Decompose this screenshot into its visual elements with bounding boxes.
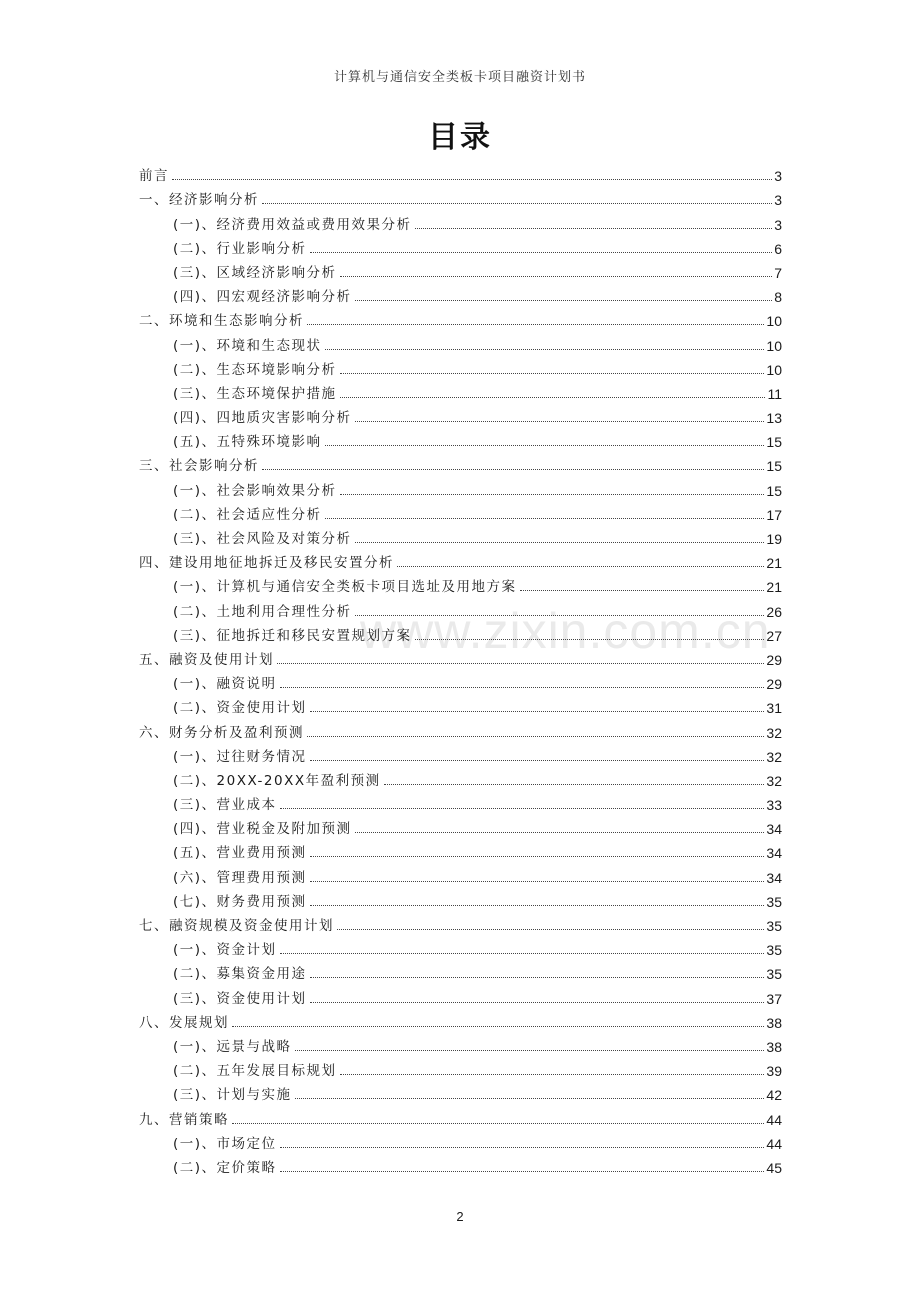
dot-leader bbox=[340, 373, 765, 374]
dot-leader bbox=[295, 1098, 765, 1099]
toc-entry-page: 7 bbox=[774, 264, 782, 281]
toc-entry-label: (二)、生态环境影响分析 bbox=[173, 361, 337, 378]
toc-entry-page: 38 bbox=[766, 1014, 782, 1031]
dot-leader bbox=[415, 639, 765, 640]
toc-entry[interactable] bbox=[139, 282, 782, 306]
toc-entry-page: 21 bbox=[766, 579, 782, 596]
toc-entry-label: (二)、募集资金用途 bbox=[173, 966, 307, 983]
toc-entry[interactable] bbox=[139, 1032, 782, 1056]
toc-entry[interactable] bbox=[139, 330, 782, 354]
toc-entry[interactable] bbox=[139, 427, 782, 451]
toc-entry[interactable] bbox=[139, 1008, 782, 1032]
dot-leader bbox=[262, 203, 772, 204]
toc-entry-label: 八、发展规划 bbox=[139, 1014, 229, 1031]
dot-leader bbox=[172, 179, 772, 180]
toc-entry-page: 32 bbox=[766, 772, 782, 789]
toc-entry-page: 31 bbox=[766, 700, 782, 717]
toc-entry[interactable] bbox=[139, 717, 782, 741]
toc-entry-label: (三)、营业成本 bbox=[173, 797, 277, 814]
toc-entry-page: 13 bbox=[766, 410, 782, 427]
toc-entry[interactable] bbox=[139, 766, 782, 790]
toc-entry-label: 九、营销策略 bbox=[139, 1111, 229, 1128]
toc-entry-label: (二)、20XX-20XX年盈利预测 bbox=[173, 772, 381, 789]
dot-leader bbox=[280, 953, 765, 954]
dot-leader bbox=[310, 856, 765, 857]
toc-entry[interactable] bbox=[139, 475, 782, 499]
toc-entry[interactable] bbox=[139, 790, 782, 814]
dot-leader bbox=[340, 1074, 765, 1075]
toc-entry-label: (四)、四地质灾害影响分析 bbox=[173, 410, 352, 427]
dot-leader bbox=[262, 469, 764, 470]
dot-leader bbox=[325, 518, 765, 519]
toc-entry[interactable] bbox=[139, 306, 782, 330]
toc-entry-label: (一)、市场定位 bbox=[173, 1135, 277, 1152]
toc-entry-label: (一)、融资说明 bbox=[173, 676, 277, 693]
toc-entry[interactable] bbox=[139, 742, 782, 766]
toc-entry[interactable] bbox=[139, 1080, 782, 1104]
toc-entry[interactable] bbox=[139, 935, 782, 959]
dot-leader bbox=[384, 784, 765, 785]
toc-entry-label: (二)、行业影响分析 bbox=[173, 240, 307, 257]
toc-entry[interactable] bbox=[139, 161, 782, 185]
toc-entry[interactable] bbox=[139, 596, 782, 620]
toc-entry[interactable] bbox=[139, 355, 782, 379]
toc-entry[interactable] bbox=[139, 451, 782, 475]
toc-entry-page: 21 bbox=[766, 555, 782, 572]
dot-leader bbox=[355, 300, 773, 301]
toc-entry-label: (五)、五特殊环境影响 bbox=[173, 434, 322, 451]
toc-entry-label: (三)、计划与实施 bbox=[173, 1087, 292, 1104]
toc-entry-label: 五、融资及使用计划 bbox=[139, 651, 274, 668]
dot-leader bbox=[340, 494, 765, 495]
toc-entry-page: 19 bbox=[766, 531, 782, 547]
toc-entry[interactable] bbox=[139, 403, 782, 427]
toc-entry-page: 38 bbox=[766, 1038, 782, 1055]
toc-entry-label: (二)、五年发展目标规划 bbox=[173, 1063, 337, 1080]
toc-entry-label: (三)、资金使用计划 bbox=[173, 990, 307, 1007]
toc-entry-page: 15 bbox=[766, 434, 782, 451]
toc-entry-page: 17 bbox=[766, 506, 782, 523]
toc-entry-label: (三)、生态环境保护措施 bbox=[173, 385, 337, 402]
toc-entry-page: 44 bbox=[766, 1135, 782, 1152]
dot-leader bbox=[295, 1050, 765, 1051]
toc-entry-label: 二、环境和生态影响分析 bbox=[139, 313, 304, 330]
dot-leader bbox=[337, 929, 764, 930]
dot-leader bbox=[355, 421, 765, 422]
toc-entry[interactable] bbox=[139, 645, 782, 669]
dot-leader bbox=[280, 687, 765, 688]
toc-entry-label: (一)、经济费用效益或费用效果分析 bbox=[173, 216, 412, 233]
toc-entry-page: 15 bbox=[766, 458, 782, 475]
toc-entry[interactable] bbox=[139, 693, 782, 717]
toc-entry-label: (五)、营业费用预测 bbox=[173, 845, 307, 862]
toc-entry-label: (七)、财务费用预测 bbox=[173, 893, 307, 910]
dot-leader bbox=[355, 832, 765, 833]
toc-entry[interactable] bbox=[139, 1104, 782, 1128]
toc-entry-label: 三、社会影响分析 bbox=[139, 458, 259, 475]
toc-entry-label: (二)、定价策略 bbox=[173, 1159, 277, 1176]
toc-entry-page: 29 bbox=[766, 651, 782, 668]
toc-entry[interactable] bbox=[139, 838, 782, 862]
dot-leader bbox=[307, 324, 764, 325]
watermark: www.zixin.com.cn bbox=[360, 603, 771, 659]
toc-entry[interactable] bbox=[139, 887, 782, 911]
dot-leader bbox=[310, 977, 765, 978]
toc-entry-page: 34 bbox=[766, 845, 782, 862]
toc-entry-label: (一)、计算机与通信安全类板卡项目选址及用地方案 bbox=[173, 579, 517, 596]
toc-entry[interactable] bbox=[139, 669, 782, 693]
toc-entry[interactable] bbox=[139, 379, 782, 403]
toc-entry-page: 45 bbox=[766, 1159, 782, 1176]
toc-entry-label: (一)、环境和生态现状 bbox=[173, 337, 322, 354]
dot-leader bbox=[310, 760, 765, 761]
dot-leader bbox=[310, 252, 773, 253]
toc-entry[interactable] bbox=[139, 185, 782, 209]
toc-entry[interactable] bbox=[139, 1056, 782, 1080]
toc-entry-page: 33 bbox=[766, 797, 782, 814]
toc-entry-page: 34 bbox=[766, 869, 782, 886]
dot-leader bbox=[310, 1002, 765, 1003]
toc-entry-label: 六、财务分析及盈利预测 bbox=[139, 724, 304, 741]
toc-entry[interactable] bbox=[139, 983, 782, 1007]
toc-entry-page: 39 bbox=[766, 1063, 782, 1080]
toc-entry-page: 8 bbox=[774, 289, 782, 306]
toc-entry-page: 32 bbox=[766, 748, 782, 765]
dot-leader bbox=[340, 397, 766, 398]
toc-entry[interactable] bbox=[139, 234, 782, 258]
page-title: 目录 bbox=[428, 120, 492, 155]
toc-entry[interactable] bbox=[139, 959, 782, 983]
toc-entry[interactable] bbox=[139, 1153, 782, 1177]
toc-entry-page: 42 bbox=[766, 1087, 782, 1104]
dot-leader bbox=[310, 711, 765, 712]
toc-entry[interactable] bbox=[139, 572, 782, 596]
toc-entry[interactable] bbox=[139, 548, 782, 572]
toc-entry-page: 29 bbox=[766, 676, 782, 693]
toc-entry-page: 34 bbox=[766, 821, 782, 838]
toc-entry-page: 26 bbox=[766, 603, 782, 620]
toc-entry-label: (三)、社会风险及对策分析 bbox=[173, 531, 352, 547]
toc-entry-page: 35 bbox=[766, 918, 782, 934]
toc-entry-label: (四)、营业税金及附加预测 bbox=[173, 821, 352, 838]
toc-entry-page: 27 bbox=[766, 627, 782, 644]
toc-entry-label: (一)、远景与战略 bbox=[173, 1038, 292, 1055]
dot-leader bbox=[325, 445, 765, 446]
toc-entry[interactable] bbox=[139, 209, 782, 233]
dot-leader bbox=[325, 349, 765, 350]
dot-leader bbox=[280, 1171, 765, 1172]
dot-leader bbox=[310, 881, 765, 882]
toc-entry[interactable] bbox=[139, 911, 782, 935]
toc-entry-label: (一)、资金计划 bbox=[173, 942, 277, 959]
dot-leader bbox=[397, 566, 764, 567]
table-of-contents bbox=[139, 161, 782, 1177]
toc-entry-label: 一、经济影响分析 bbox=[139, 192, 259, 209]
toc-entry[interactable] bbox=[139, 862, 782, 886]
toc-entry-label: (一)、社会影响效果分析 bbox=[173, 482, 337, 499]
toc-entry-label: (六)、管理费用预测 bbox=[173, 869, 307, 886]
toc-entry[interactable] bbox=[139, 258, 782, 282]
running-header: 计算机与通信安全类板卡项目融资计划书 bbox=[333, 70, 586, 85]
toc-entry-page: 37 bbox=[766, 990, 782, 1007]
toc-entry-page: 32 bbox=[766, 724, 782, 741]
toc-entry-label: (二)、土地利用合理性分析 bbox=[173, 603, 352, 620]
dot-leader bbox=[280, 1147, 765, 1148]
toc-entry-page: 3 bbox=[774, 216, 782, 233]
dot-leader bbox=[355, 615, 765, 616]
dot-leader bbox=[280, 808, 765, 809]
toc-entry[interactable] bbox=[139, 524, 782, 548]
toc-entry-page: 10 bbox=[766, 361, 782, 378]
toc-entry[interactable] bbox=[139, 814, 782, 838]
toc-entry[interactable] bbox=[139, 1129, 782, 1153]
toc-entry-page: 6 bbox=[774, 240, 782, 257]
dot-leader bbox=[277, 663, 764, 664]
toc-entry[interactable] bbox=[139, 500, 782, 524]
toc-entry-label: (二)、资金使用计划 bbox=[173, 700, 307, 717]
toc-entry-page: 10 bbox=[766, 313, 782, 330]
dot-leader bbox=[310, 905, 765, 906]
toc-entry-label: 七、融资规模及资金使用计划 bbox=[139, 918, 334, 934]
toc-entry-page: 15 bbox=[766, 482, 782, 499]
page-number: 2 bbox=[456, 1209, 464, 1224]
dot-leader bbox=[355, 542, 765, 543]
toc-entry-label: (二)、社会适应性分析 bbox=[173, 506, 322, 523]
toc-entry-page: 44 bbox=[766, 1111, 782, 1128]
toc-entry-page: 35 bbox=[766, 893, 782, 910]
toc-entry-label: (四)、四宏观经济影响分析 bbox=[173, 289, 352, 306]
dot-leader bbox=[520, 590, 765, 591]
toc-entry-page: 3 bbox=[774, 192, 782, 209]
dot-leader bbox=[415, 228, 773, 229]
toc-entry-page: 10 bbox=[766, 337, 782, 354]
dot-leader bbox=[307, 736, 764, 737]
toc-entry-label: 四、建设用地征地拆迁及移民安置分析 bbox=[139, 555, 394, 572]
toc-entry[interactable] bbox=[139, 621, 782, 645]
toc-entry-label: (一)、过往财务情况 bbox=[173, 748, 307, 765]
toc-entry-label: (三)、区域经济影响分析 bbox=[173, 264, 337, 281]
dot-leader bbox=[232, 1123, 764, 1124]
dot-leader bbox=[340, 276, 773, 277]
toc-entry-page: 3 bbox=[774, 168, 782, 185]
toc-entry-page: 11 bbox=[767, 385, 782, 402]
dot-leader bbox=[232, 1026, 764, 1027]
toc-entry-label: 前言 bbox=[139, 168, 169, 185]
toc-entry-page: 35 bbox=[766, 966, 782, 983]
toc-entry-page: 35 bbox=[766, 942, 782, 959]
toc-entry-label: (三)、征地拆迁和移民安置规划方案 bbox=[173, 627, 412, 644]
